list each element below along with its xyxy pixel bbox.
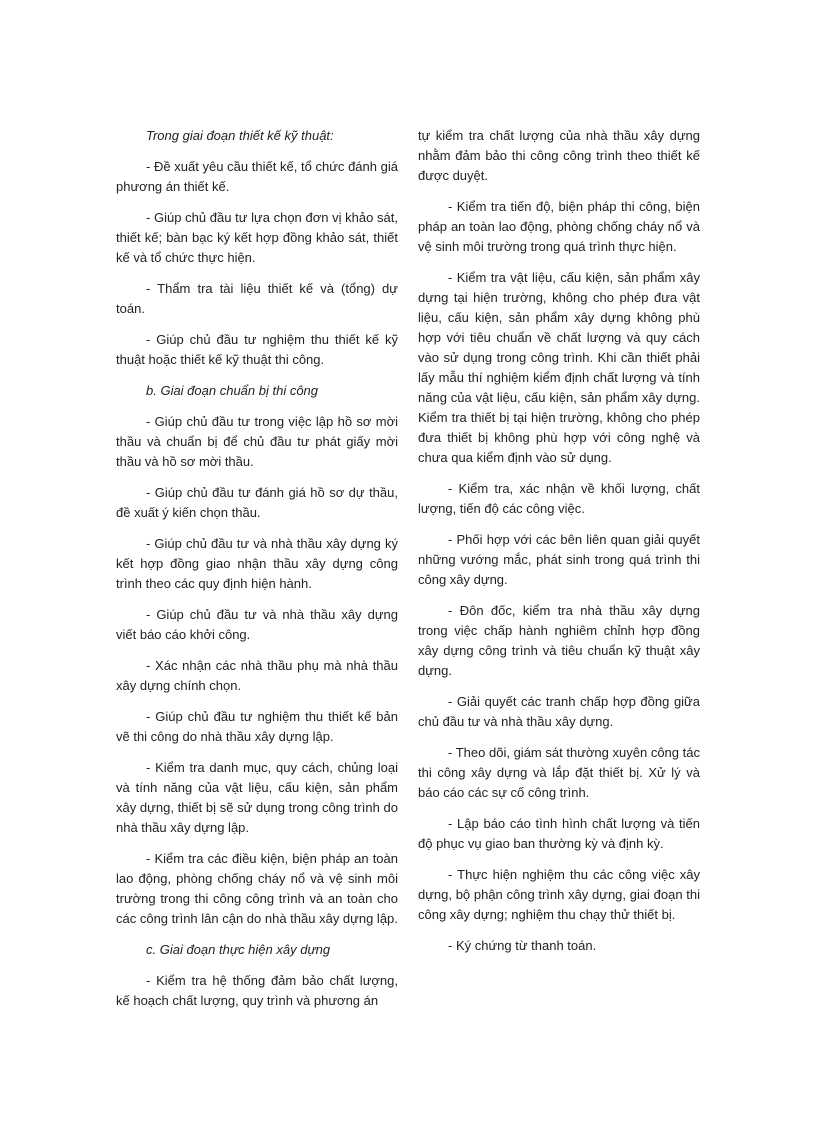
section-heading: b. Giai đoạn chuẩn bị thi công xyxy=(146,383,319,398)
paragraph: - Lập báo cáo tình hình chất lượng và tiến độ phục vụ giao ban thường kỳ và định kỳ. xyxy=(418,816,700,851)
paragraph: - Theo dõi, giám sát thường xuyên công tác thi công xây dựng và lắp đặt thiết bị. Xử lý và báo cáo các sự cố công trình. xyxy=(418,745,700,800)
paragraph: - Kiểm tra vật liệu, cấu kiện, sản phẩm xây dựng tại hiện trường, không cho phép đưa vật liệu, cấu kiện, sản phẩm xây dựng không phù hợp với tiêu chuẩn về chất lượng và quy cách vào sử dụng trong công trình. Khi cần thiết phải lấy mẫu thí nghiệm kiểm định chất lượng và tính năng của vật liệu, cấu kiện, sản phẩm xây dựng. Kiểm tra thiết bị tại hiện trường, không cho phép đưa thiết bị không phù hợp với công nghệ và chưa qua kiểm định vào sử dụng. xyxy=(418,270,700,465)
paragraph: - Kiểm tra các điều kiện, biện pháp an toàn lao động, phòng chống cháy nổ và vệ sinh môi trường trong thi công công trình và an toàn cho các công trình lân cận do nhà thầu xây dựng lập. xyxy=(116,851,398,926)
paragraph: - Giúp chủ đầu tư và nhà thầu xây dựng viết báo cáo khởi công. xyxy=(116,607,398,642)
left-column xyxy=(116,126,398,1022)
paragraph: - Thực hiện nghiệm thu các công việc xây dựng, bộ phận công trình xây dựng, giai đoạn thi công xây dựng; nghiệm thu chạy thử thiết bị. xyxy=(418,867,700,922)
paragraph: - Kiểm tra, xác nhận về khối lượng, chất lượng, tiến độ các công việc. xyxy=(418,481,700,516)
section-heading: Trong giai đoạn thiết kế kỹ thuật: xyxy=(146,128,334,143)
paragraph: - Ký chứng từ thanh toán. xyxy=(448,938,597,953)
paragraph: - Giúp chủ đầu tư và nhà thầu xây dựng ký kết hợp đồng giao nhận thầu xây dựng công trình theo các quy định hiện hành. xyxy=(116,536,398,591)
paragraph: - Kiểm tra tiến độ, biện pháp thi công, biện pháp an toàn lao động, phòng chống cháy nổ và vệ sinh môi trường trong quá trình thực hiện. xyxy=(418,199,700,254)
paragraph: - Phối hợp với các bên liên quan giải quyết những vướng mắc, phát sinh trong quá trình thi công xây dựng. xyxy=(418,532,700,587)
paragraph: - Giúp chủ đầu tư nghiệm thu thiết kế bản vẽ thi công do nhà thầu xây dựng lập. xyxy=(116,709,398,744)
paragraph: - Giúp chủ đầu tư trong việc lập hồ sơ mời thầu và chuẩn bị để chủ đầu tư phát giấy mời thầu và hồ sơ mời thầu. xyxy=(116,414,398,469)
paragraph: - Giúp chủ đầu tư lựa chọn đơn vị khảo sát, thiết kế; bàn bạc ký kết hợp đồng khảo sát, thiết kế và tổ chức thực hiện. xyxy=(116,210,398,265)
paragraph: - Kiểm tra danh mục, quy cách, chủng loại và tính năng của vật liệu, cấu kiện, sản phẩm xây dựng, thiết bị sẽ sử dụng trong công trình do nhà thầu xây dựng lập. xyxy=(116,760,398,835)
paragraph: - Đôn đốc, kiểm tra nhà thầu xây dựng trong việc chấp hành nghiêm chỉnh hợp đồng xây dựng công trình và tiêu chuẩn kỹ thuật xây dựng. xyxy=(418,603,700,678)
right-column xyxy=(418,126,700,967)
paragraph: - Giúp chủ đầu tư đánh giá hồ sơ dự thầu, đề xuất ý kiến chọn thầu. xyxy=(116,485,398,520)
paragraph: tự kiểm tra chất lượng của nhà thầu xây dựng nhằm đảm bảo thi công công trình theo thiết kế được duyệt. xyxy=(418,128,700,183)
paragraph: - Giúp chủ đầu tư nghiệm thu thiết kế kỹ thuật hoặc thiết kế kỹ thuật thi công. xyxy=(116,332,398,367)
section-heading: c. Giai đoạn thực hiện xây dựng xyxy=(146,942,331,957)
paragraph: - Giải quyết các tranh chấp hợp đồng giữa chủ đầu tư và nhà thầu xây dựng. xyxy=(418,694,700,729)
paragraph: - Xác nhận các nhà thầu phụ mà nhà thầu xây dựng chính chọn. xyxy=(116,658,398,693)
paragraph: - Kiểm tra hệ thống đảm bảo chất lượng, kế hoạch chất lượng, quy trình và phương án xyxy=(116,973,398,1008)
paragraph: - Đề xuất yêu cầu thiết kế, tổ chức đánh giá phương án thiết kế. xyxy=(116,159,398,194)
paragraph: - Thẩm tra tài liệu thiết kế và (tổng) dự toán. xyxy=(116,281,398,316)
